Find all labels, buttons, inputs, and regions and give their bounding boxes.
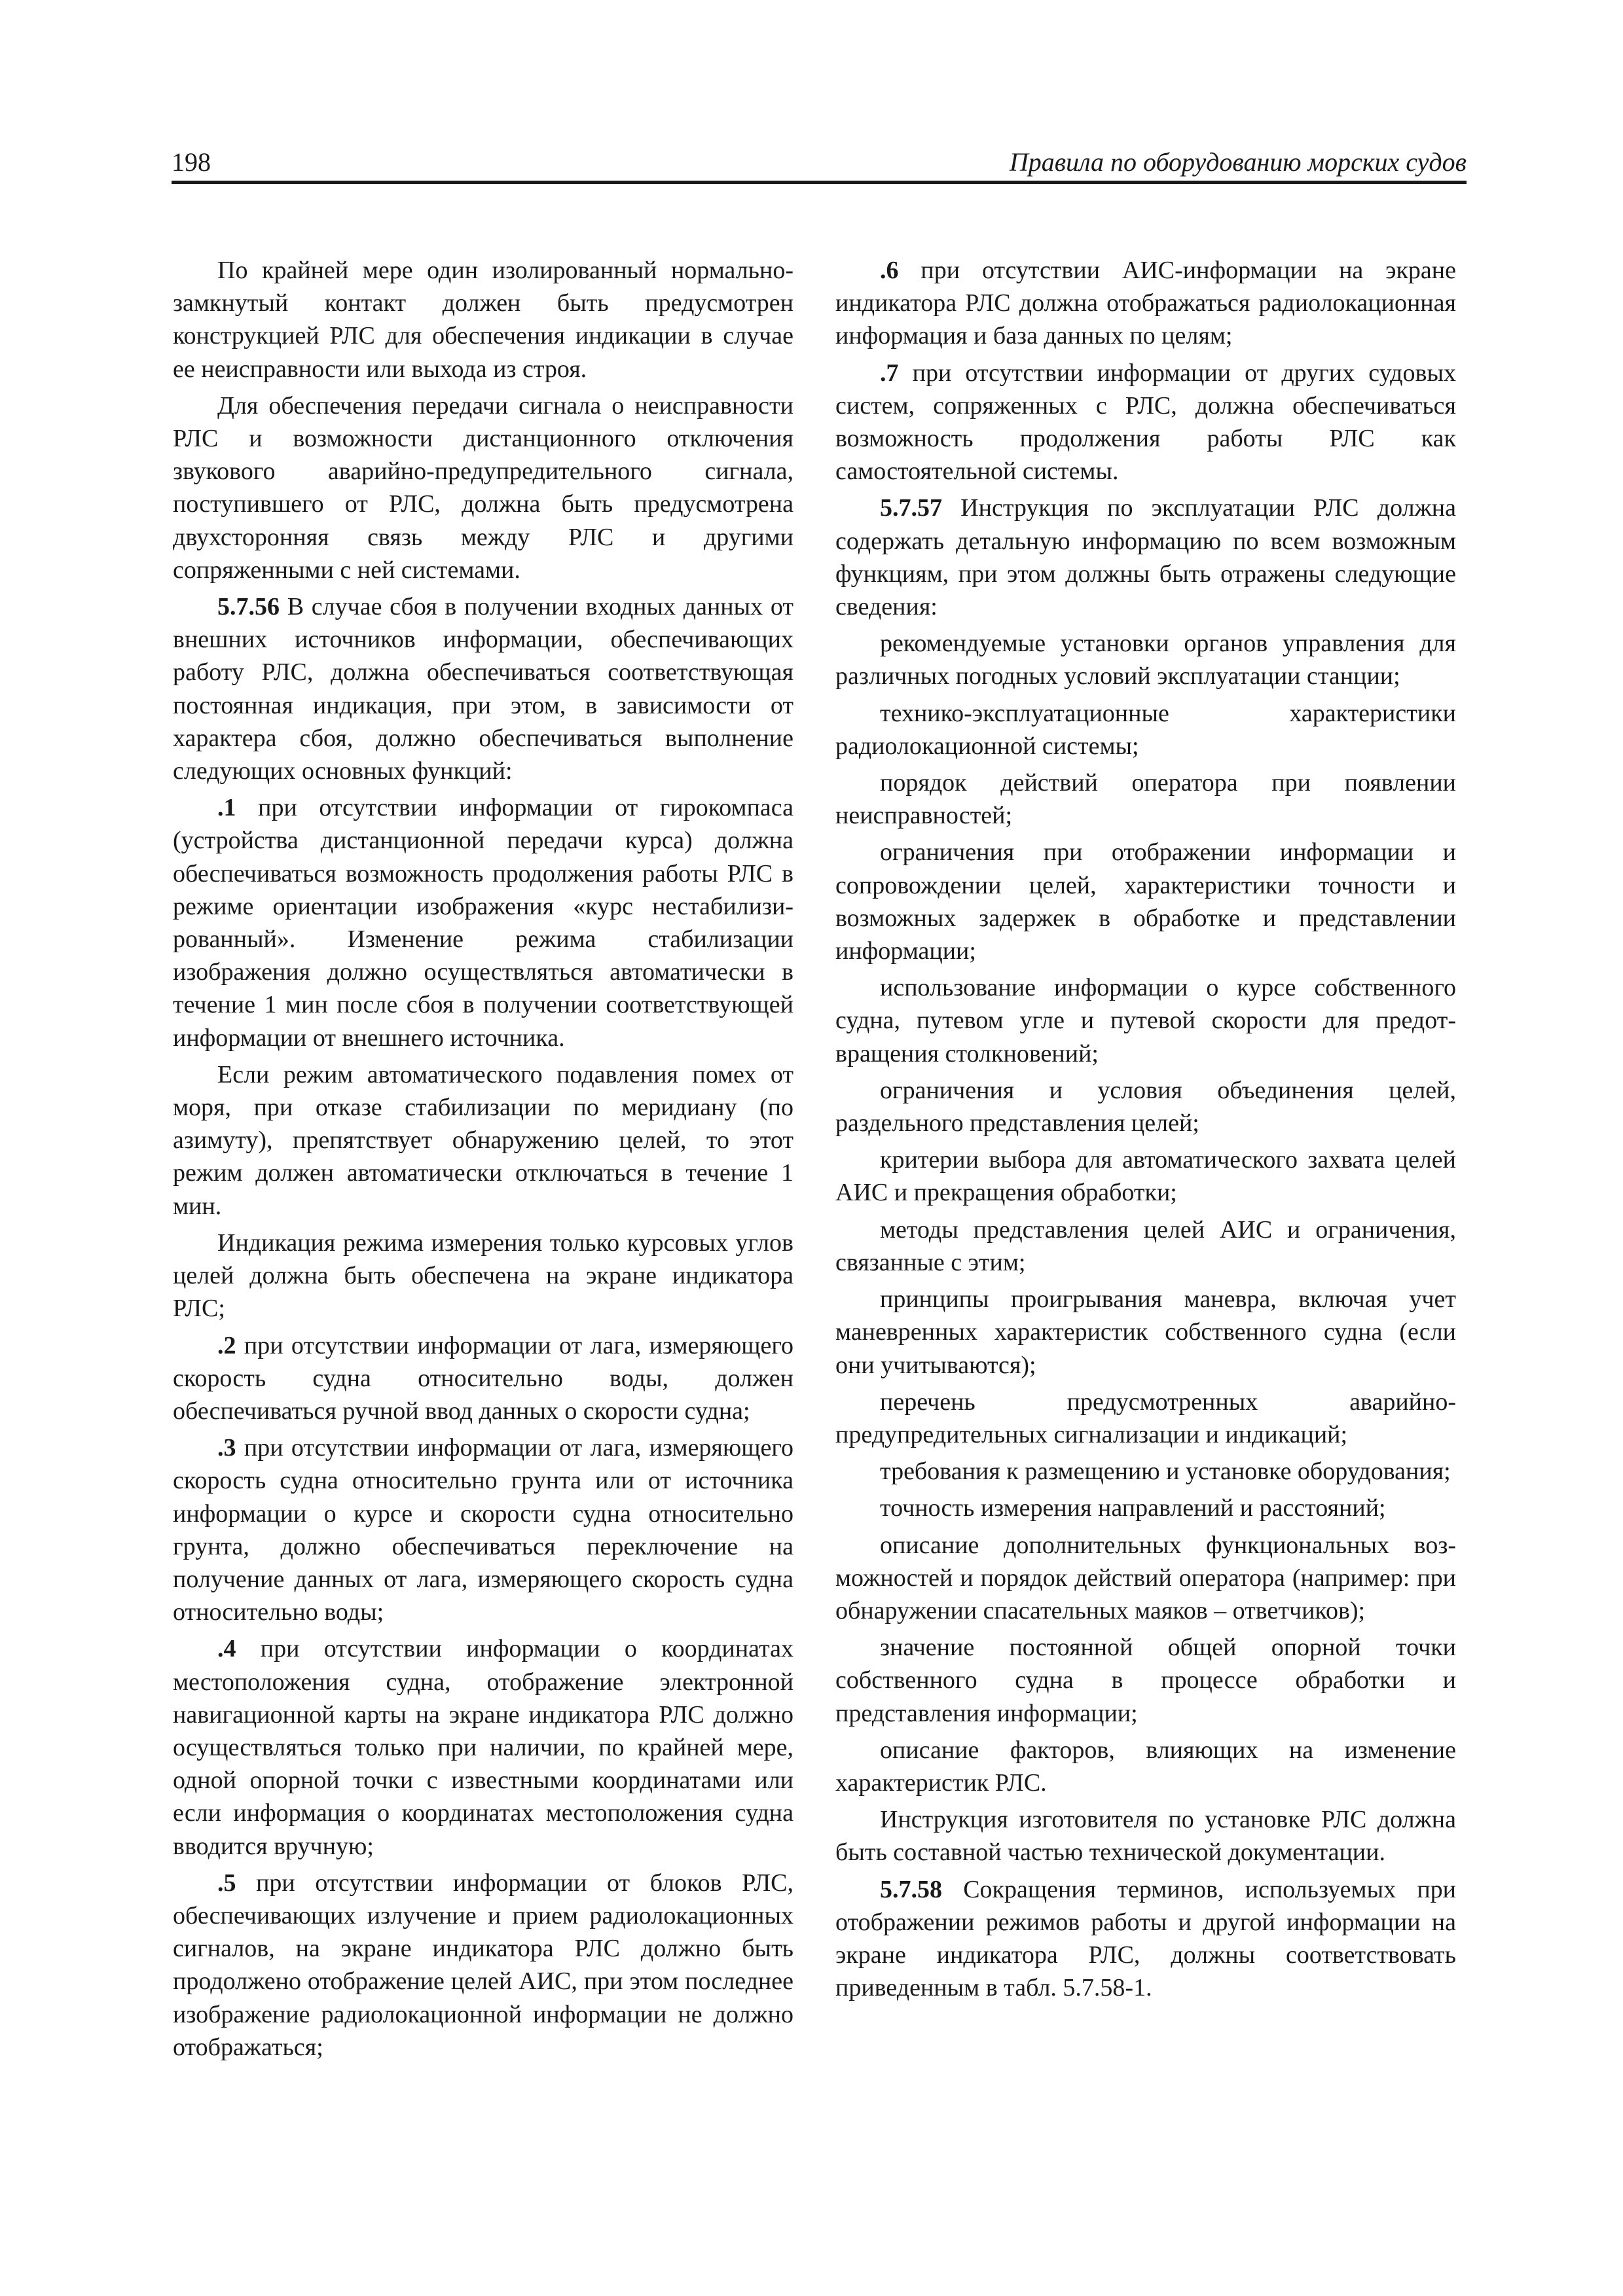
paragraph-text: В случае сбоя в получении входных данных от внешних источников информации, обеспечивающих работу РЛС, должна обеспечиваться соответствующая постоянная индикация, при этом, в зависимости от характера сбоя, должно обеспечиваться выполнение следующих основных функций:	[173, 593, 793, 785]
left-column	[173, 254, 793, 2068]
clause-number: .7	[880, 359, 899, 387]
clause-number: .6	[880, 257, 899, 284]
paragraph-text: описание дополнительных функциональных возможностей и порядок действий оператора (например: при обнаружении спасательных маяков – ответчиков);	[835, 1531, 1456, 1624]
paragraph	[835, 1529, 1456, 1628]
paragraph-text: точность измерения направлений и расстояний;	[880, 1494, 1386, 1522]
paragraph-text: при отсутствии информации от гирокомпаса (устройства дистанционной передачи курса) должна обеспечиваться возможность продолжения работы РЛС в режиме ориентации изображения «курс нестабилизированный». Изменение режима стабилизации изображения должно осуществляться автоматически в течение 1 мин после сбоя в получении соответствующей информации от внешнего источника.	[173, 794, 793, 1052]
paragraph-text: значение постоянной общей опорной точки собственного судна в процессе обработки и представления информации;	[835, 1634, 1456, 1727]
paragraph-text: Для обеспечения передачи сигнала о неисправности РЛС и возможности дистанционного отключения звукового аварийно-предупредительного сигнала, поступившего от РЛС, должна быть предусмотрена двухсторонняя связь между РЛС и другими сопряженными с ней системами.	[173, 391, 793, 584]
paragraph	[173, 1431, 793, 1628]
paragraph-text: рекомендуемые установки органов управления для различных погодных условий эксплуатации станции;	[835, 630, 1456, 691]
paragraph-text: при отсутствии АИС-информации на экране индикатора РЛС должна отображаться радиолокационная информация и база данных по целям;	[835, 257, 1456, 350]
paragraph	[173, 1867, 793, 2064]
paragraph-text: принципы проигрывания маневра, включая учет маневренных характеристик собственного судна (если они учитываются);	[835, 1285, 1456, 1379]
paragraph	[835, 766, 1456, 832]
paragraph	[835, 1283, 1456, 1382]
clause-number: .5	[217, 1869, 236, 1897]
clause-number: .3	[217, 1434, 236, 1462]
paragraph	[173, 590, 793, 787]
clause-number: 5.7.58	[880, 1875, 942, 1903]
paragraph	[835, 254, 1456, 353]
paragraph-text: критерии выбора для автоматического захвата целей АИС и прекращения обработки;	[835, 1146, 1456, 1207]
paragraph	[173, 389, 793, 586]
paragraph-text: Если режим автоматического подавления помех от моря, при отказе стабилизации по меридиану (по азимуту), препятствует обнаружению целей, то этот режим должен автоматически отключаться в течение 1 мин.	[173, 1060, 793, 1220]
paragraph-text: при отсутствии информации от лага, измеряющего скорость судна относительно воды, должен обеспечиваться ручной ввод данных о скорости судна;	[173, 1331, 793, 1425]
paragraph	[835, 1803, 1456, 1869]
paragraph	[173, 1632, 793, 1862]
paragraph-text: при отсутствии информации от других судовых систем, сопряженных с РЛС, должна обеспечиваться возможность продолжения работы РЛС как самостоятельной системы.	[835, 359, 1456, 486]
paragraph	[835, 697, 1456, 762]
paragraph	[173, 1329, 793, 1428]
paragraph-text: порядок действий оператора при появлении неисправностей;	[835, 769, 1456, 830]
paragraph	[835, 1873, 1456, 2005]
right-column	[835, 254, 1456, 2008]
paragraph-text: требования к размещению и установке оборудования;	[880, 1458, 1451, 1486]
paragraph-text: при отсутствии информации от блоков РЛС, обеспечивающих излучение и прием радиолокационных сигналов, на экране индикатора РЛС должно быть продолжено отображение целей АИС, при этом последнее изображение радиолокационной информации не должно отображаться;	[173, 1869, 793, 2061]
paragraph	[835, 1074, 1456, 1139]
clause-number: .4	[217, 1635, 236, 1663]
paragraph-text: ограничения и условия объединения целей, раздельного представления целей;	[835, 1076, 1456, 1138]
clause-number: .2	[217, 1331, 236, 1359]
paragraph-text: Сокращения терминов, используемых при отображении режимов работы и другой информации на экране индикатора РЛС, должны соответствовать приведенным в табл. 5.7.58-1.	[835, 1875, 1456, 2002]
running-title: Правила по оборудованию морских судов	[1009, 147, 1467, 177]
paragraph-text: По крайней мере один изолированный нормально-замкнутый контакт должен быть предусмотрен конструкцией РЛС для обеспечения индикации в случае ее неисправности или выхода из строя.	[173, 257, 793, 383]
paragraph	[835, 971, 1456, 1070]
paragraph-text: Инструкция изготовителя по установке РЛС должна быть составной частью технической документации.	[835, 1806, 1456, 1867]
paragraph	[835, 1213, 1456, 1279]
page-header	[172, 143, 1467, 182]
paragraph	[835, 1143, 1456, 1209]
paragraph	[835, 492, 1456, 623]
paragraph	[835, 1631, 1456, 1730]
paragraph	[835, 1455, 1456, 1488]
paragraph	[173, 1058, 793, 1223]
paragraph-text: Индикация режима измерения только курсовых углов целей должна быть обеспечена на экране индикатора РЛС;	[173, 1229, 793, 1323]
paragraph-text: при отсутствии информации от лага, измеряющего скорость судна относительно грунта или от источника информации о курсе и скорости судна относительно грунта, должно обеспечиваться переключение на получение данных от лага, измеряющего скорость судна относительно воды;	[173, 1434, 793, 1626]
header-rule	[172, 181, 1467, 184]
paragraph-text: перечень предусмотренных аварийно-предупредительных сигнализации и индикаций;	[835, 1388, 1456, 1448]
paragraph-text: методы представления целей АИС и ограничения, связанные с этим;	[835, 1215, 1456, 1276]
paragraph	[835, 1386, 1456, 1451]
paragraph-text: описание факторов, влияющих на изменение характеристик РЛС.	[835, 1736, 1456, 1797]
paragraph-text: ограничения при отображении информации и сопровождении целей, характеристики точности и возможных задержек в обработке и представлении информации;	[835, 838, 1456, 965]
paragraph	[835, 357, 1456, 488]
paragraph-text: технико-эксплуатационные характеристики радиолокационной системы;	[835, 699, 1456, 760]
clause-number: 5.7.57	[880, 494, 942, 522]
clause-number: 5.7.56	[217, 593, 280, 621]
paragraph-text: использование информации о курсе собственного судна, путевом угле и путевой скорости для предотвращения столкновений;	[835, 974, 1456, 1067]
paragraph-text: Инструкция по эксплуатации РЛС должна содержать детальную информацию по всем возможным функциям, при этом должны быть отражены следующие сведения:	[835, 494, 1456, 621]
paragraph	[835, 836, 1456, 967]
page-number: 198	[172, 147, 211, 177]
paragraph	[173, 791, 793, 1054]
paragraph-text: при отсутствии информации о координатах местоположения судна, отображение электронной навигационной карты на экране индикатора РЛС должно осуществляться только при наличии, по крайней мере, одной опорной точки с известными координатами или если информация о координатах местоположения судна вводится вручную;	[173, 1635, 793, 1860]
clause-number: .1	[217, 794, 236, 822]
paragraph	[173, 254, 793, 386]
paragraph	[173, 1227, 793, 1325]
paragraph	[835, 627, 1456, 692]
paragraph	[835, 1734, 1456, 1799]
paragraph	[835, 1492, 1456, 1524]
